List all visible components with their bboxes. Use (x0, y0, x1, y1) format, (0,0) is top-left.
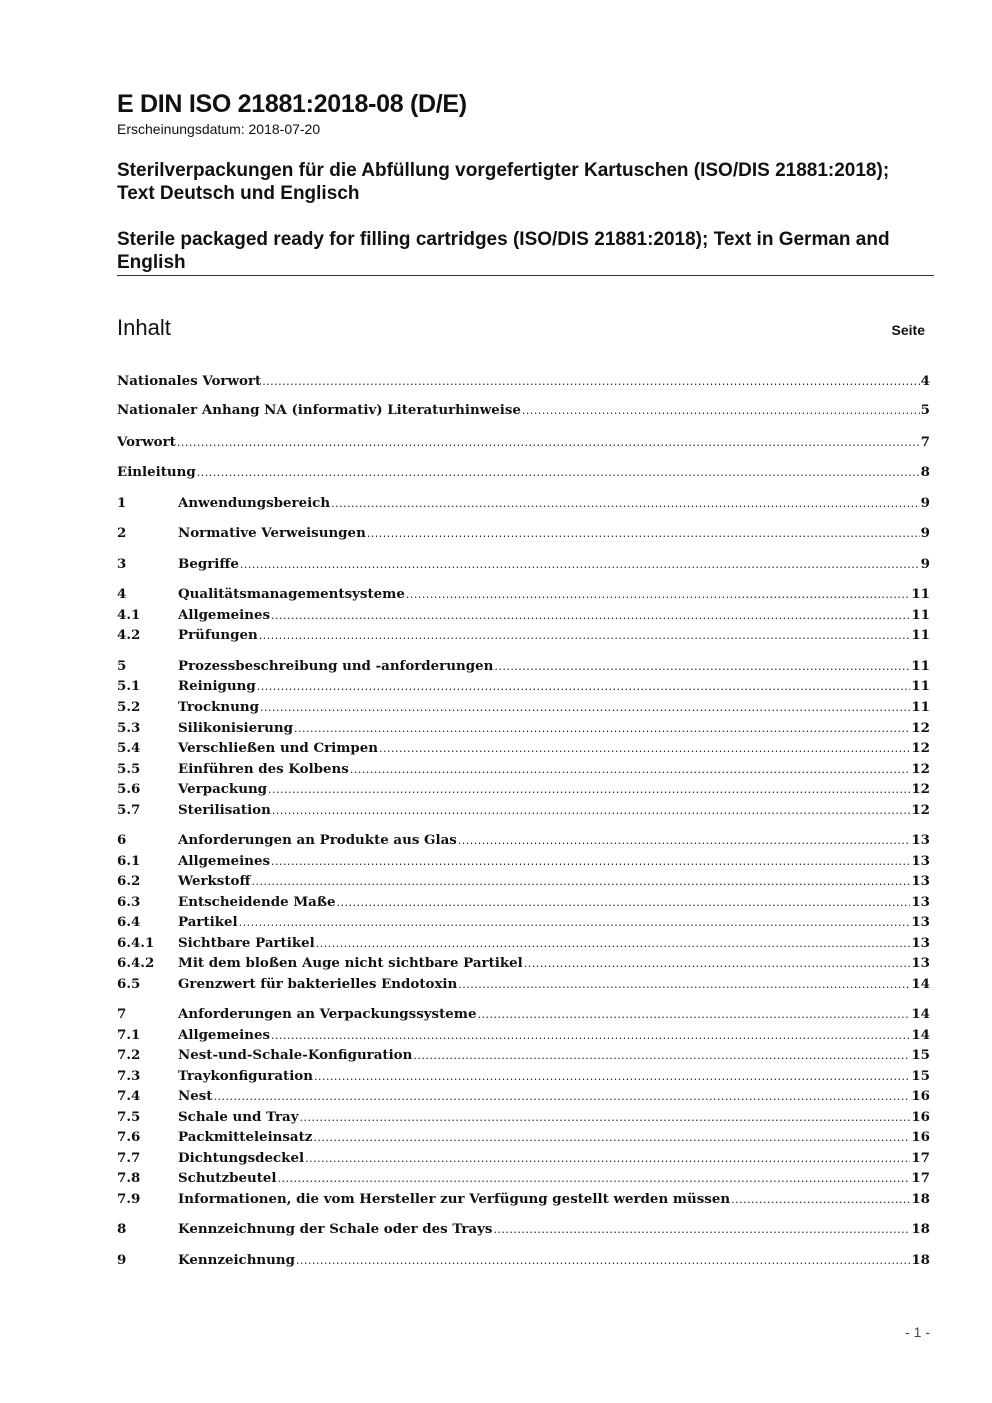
toc-entry-number: 7.4 (117, 1088, 141, 1104)
toc-entry-title: Traykonfiguration (178, 1068, 313, 1084)
toc-entry[interactable] (117, 871, 930, 891)
toc-entry-number: 4.2 (117, 627, 141, 643)
toc-dot-leader (262, 372, 919, 392)
toc-entry-number: 7.2 (117, 1047, 141, 1063)
toc-entry-number: 4 (117, 586, 127, 602)
title-english: Sterile packaged ready for filling cartridges (ISO/DIS 21881:2018); Text in German and English (117, 229, 890, 273)
toc-dot-leader (350, 760, 911, 780)
toc-entry-title: Schale und Tray (178, 1109, 299, 1125)
toc-entry-number: 5.2 (117, 699, 141, 715)
toc-entry-title: Einleitung (117, 464, 196, 480)
toc-entry-title: Verschließen und Crimpen (178, 740, 379, 756)
toc-entry-number: 5.6 (117, 781, 141, 797)
toc-entry-page: 7 (920, 434, 930, 450)
toc-entry-page: 11 (911, 627, 930, 643)
toc-entry-page: 12 (911, 781, 930, 797)
toc-entry-title: Partikel (178, 914, 238, 930)
toc-dot-leader (260, 698, 910, 718)
toc-entry-title: Packmitteleinsatz (178, 1129, 313, 1145)
toc-entry-number: 7.9 (117, 1191, 141, 1207)
toc-entry-number: 7.6 (117, 1129, 141, 1145)
toc-dot-leader (240, 555, 920, 575)
toc-entry-title: Allgemeines (178, 1027, 271, 1043)
toc-entry-title: Anforderungen an Produkte aus Glas (178, 832, 457, 848)
toc-entry-title: Entscheidende Maße (178, 894, 336, 910)
toc-entry-page: 8 (920, 464, 930, 480)
toc-entry-page: 5 (920, 402, 930, 418)
toc-entry-title: Allgemeines (178, 853, 271, 869)
document-title: E DIN ISO 21881:2018-08 (D/E) (117, 90, 467, 118)
toc-entry-title: Vorwort (117, 434, 176, 450)
toc-entry[interactable] (117, 1219, 930, 1239)
toc-dot-leader (239, 913, 911, 933)
toc-entry-page: 13 (911, 955, 930, 971)
toc-entry[interactable] (117, 1189, 930, 1209)
toc-entry-page: 15 (911, 1068, 930, 1084)
toc-dot-leader (259, 626, 911, 646)
toc-entry-page: 11 (911, 607, 930, 623)
toc-entry-title: Begriffe (178, 556, 239, 572)
toc-entry-number: 5 (117, 658, 127, 674)
toc-entry[interactable] (117, 656, 930, 676)
toc-entry-number: 7.8 (117, 1170, 141, 1186)
toc-entry[interactable] (117, 953, 930, 973)
toc-dot-leader (731, 1190, 910, 1210)
toc-entry-page: 11 (911, 658, 930, 674)
toc-dot-leader (251, 872, 910, 892)
toc-page-column-label: Seite (891, 322, 925, 338)
toc-dot-leader (271, 852, 910, 872)
toc-entry[interactable] (117, 1127, 930, 1147)
toc-dot-leader (494, 657, 910, 677)
toc-entry[interactable] (117, 625, 930, 645)
toc-dot-leader (197, 463, 920, 483)
toc-entry-page: 13 (911, 873, 930, 889)
toc-entry-number: 5.5 (117, 761, 141, 777)
toc-entry-title: Nest-und-Schale-Konfiguration (178, 1047, 413, 1063)
toc-entry-title: Silikonisierung (178, 720, 293, 736)
toc-heading: Inhalt (117, 315, 171, 340)
toc-dot-leader (316, 934, 911, 954)
toc-entry[interactable] (117, 523, 930, 543)
toc-dot-leader (522, 401, 920, 421)
toc-entry-title: Werkstoff (178, 873, 251, 889)
toc-entry-number: 6.4.2 (117, 955, 155, 971)
toc-entry-page: 12 (911, 740, 930, 756)
toc-dot-leader (271, 606, 910, 626)
toc-entry-title: Verpackung (178, 781, 268, 797)
toc-entry-title: Prüfungen (178, 627, 258, 643)
toc-dot-leader (257, 677, 911, 697)
toc-dot-leader (271, 1026, 910, 1046)
toc-entry[interactable] (117, 493, 930, 513)
toc-entry-number: 7.7 (117, 1150, 141, 1166)
toc-entry-number: 6.4 (117, 914, 141, 930)
toc-dot-leader (413, 1046, 910, 1066)
toc-entry-title: Mit dem bloßen Auge nicht sichtbare Partikel (178, 955, 523, 971)
toc-entry-title: Nationaler Anhang NA (informativ) Literaturhinweise (117, 402, 521, 418)
toc-entry-page: 18 (911, 1221, 930, 1237)
toc-entry-page: 17 (911, 1170, 930, 1186)
publication-date: Erscheinungsdatum: 2018-07-20 (117, 121, 321, 137)
toc-entry[interactable] (117, 759, 930, 779)
toc-entry-number: 5.4 (117, 740, 141, 756)
toc-dot-leader (313, 1128, 910, 1148)
toc-entry-title: Kennzeichnung (178, 1252, 296, 1268)
toc-entry-page: 16 (911, 1129, 930, 1145)
toc-entry-title: Prozessbeschreibung und -anforderungen (178, 658, 494, 674)
toc-entry-title: Dichtungsdeckel (178, 1150, 305, 1166)
toc-dot-leader (213, 1087, 910, 1107)
toc-entry-number: 6.4.1 (117, 935, 155, 951)
toc-entry[interactable] (117, 912, 930, 932)
toc-entry-number: 9 (117, 1252, 127, 1268)
toc-dot-leader (314, 1067, 910, 1087)
toc-entry-title: Sterilisation (178, 802, 271, 818)
toc-entry-page: 18 (911, 1191, 930, 1207)
toc-entry-number: 2 (117, 525, 127, 541)
toc-dot-leader (406, 585, 911, 605)
toc-entry[interactable] (117, 554, 930, 574)
toc-entry-title: Anforderungen an Verpackungssysteme (178, 1006, 477, 1022)
toc-dot-leader (296, 1251, 910, 1271)
toc-entry[interactable] (117, 1025, 930, 1045)
toc-entry-number: 6.2 (117, 873, 141, 889)
toc-entry-page: 12 (911, 720, 930, 736)
toc-entry-title: Trocknung (178, 699, 259, 715)
toc-entry-title: Allgemeines (178, 607, 271, 623)
toc-entry-page: 12 (911, 761, 930, 777)
toc-entry-page: 14 (911, 976, 930, 992)
toc-dot-leader (177, 433, 920, 453)
toc-entry[interactable] (117, 892, 930, 912)
title-divider (117, 275, 934, 276)
toc-entry-title: Grenzwert für bakterielles Endotoxin (178, 976, 458, 992)
toc-entry[interactable] (117, 830, 930, 850)
toc-entry-number: 4.1 (117, 607, 141, 623)
toc-entry[interactable] (117, 1004, 930, 1024)
toc-entry[interactable] (117, 371, 930, 391)
toc-entry-title: Reinigung (178, 678, 256, 694)
toc-entry-number: 7.3 (117, 1068, 141, 1084)
toc-dot-leader (477, 1005, 910, 1025)
toc-dot-leader (524, 954, 911, 974)
toc-dot-leader (272, 801, 911, 821)
toc-entry-page: 11 (911, 678, 930, 694)
toc-dot-leader (458, 975, 910, 995)
toc-dot-leader (300, 1108, 911, 1128)
toc-entry[interactable] (117, 800, 930, 820)
toc-entry-title: Qualitätsmanagementsysteme (178, 586, 405, 602)
toc-dot-leader (331, 494, 920, 514)
toc-entry-page: 9 (920, 495, 930, 511)
toc-entry[interactable] (117, 1168, 930, 1188)
toc-entry-page: 15 (911, 1047, 930, 1063)
toc-entry[interactable] (117, 697, 930, 717)
toc-entry-page: 13 (911, 853, 930, 869)
toc-entry-number: 6 (117, 832, 127, 848)
toc-entry-number: 7.1 (117, 1027, 141, 1043)
toc-entry-page: 12 (911, 802, 930, 818)
toc-entry-page: 14 (911, 1006, 930, 1022)
toc-entry-page: 13 (911, 935, 930, 951)
toc-dot-leader (493, 1220, 910, 1240)
toc-dot-leader (379, 739, 910, 759)
toc-dot-leader (305, 1149, 910, 1169)
toc-entry-number: 6.3 (117, 894, 141, 910)
toc-entry-page: 4 (920, 373, 930, 389)
toc-entry[interactable] (117, 738, 930, 758)
toc-entry[interactable] (117, 1250, 930, 1270)
toc-entry-title: Einführen des Kolbens (178, 761, 349, 777)
toc-entry[interactable] (117, 1086, 930, 1106)
toc-entry-title: Anwendungsbereich (178, 495, 331, 511)
toc-entry[interactable] (117, 933, 930, 953)
toc-entry-title: Nationales Vorwort (117, 373, 262, 389)
toc-entry[interactable] (117, 1045, 930, 1065)
toc-entry-title: Sichtbare Partikel (178, 935, 315, 951)
toc-entry-number: 7 (117, 1006, 127, 1022)
toc-entry-title: Kennzeichnung der Schale oder des Trays (178, 1221, 493, 1237)
toc-entry-number: 6.1 (117, 853, 141, 869)
toc-entry-number: 5.7 (117, 802, 141, 818)
toc-entry-page: 18 (911, 1252, 930, 1268)
title-german: Sterilverpackungen für die Abfüllung vorgefertigter Kartuschen (ISO/DIS 21881:2018); Text Deutsch und Englisch (117, 160, 890, 204)
toc-entry-page: 16 (911, 1109, 930, 1125)
toc-dot-leader (278, 1169, 911, 1189)
toc-dot-leader (337, 893, 911, 913)
toc-entry[interactable] (117, 1107, 930, 1127)
toc-entry-page: 11 (911, 586, 930, 602)
toc-entry[interactable] (117, 1148, 930, 1168)
toc-entry-number: 5.3 (117, 720, 141, 736)
toc-dot-leader (367, 524, 920, 544)
toc-entry-number: 5.1 (117, 678, 141, 694)
toc-entry[interactable] (117, 584, 930, 604)
toc-dot-leader (458, 831, 911, 851)
toc-entry-title: Schutzbeutel (178, 1170, 277, 1186)
toc-entry-number: 6.5 (117, 976, 141, 992)
toc-entry-page: 9 (920, 525, 930, 541)
toc-entry[interactable] (117, 676, 930, 696)
toc-entry-number: 8 (117, 1221, 127, 1237)
toc-entry-page: 9 (920, 556, 930, 572)
toc-entry-page: 13 (911, 914, 930, 930)
page-number: - 1 - (905, 1324, 930, 1340)
toc-entry-page: 17 (911, 1150, 930, 1166)
toc-entry-number: 1 (117, 495, 127, 511)
toc-entry-page: 14 (911, 1027, 930, 1043)
toc-entry[interactable] (117, 462, 930, 482)
toc-entry-page: 11 (911, 699, 930, 715)
toc-dot-leader (294, 719, 910, 739)
toc-entry[interactable] (117, 718, 930, 738)
toc-entry-page: 13 (911, 894, 930, 910)
toc-entry-title: Informationen, die vom Hersteller zur Verfügung gestellt werden müssen (178, 1191, 731, 1207)
toc-entry[interactable] (117, 974, 930, 994)
toc-entry-title: Nest (178, 1088, 213, 1104)
toc-entry-page: 16 (911, 1088, 930, 1104)
toc-entry[interactable] (117, 400, 930, 420)
toc-dot-leader (268, 780, 910, 800)
toc-entry-number: 3 (117, 556, 127, 572)
toc-entry-title: Normative Verweisungen (178, 525, 366, 541)
toc-entry[interactable] (117, 779, 930, 799)
toc-entry[interactable] (117, 432, 930, 452)
toc-entry[interactable] (117, 605, 930, 625)
toc-entry[interactable] (117, 851, 930, 871)
toc-entry-page: 13 (911, 832, 930, 848)
toc-entry[interactable] (117, 1066, 930, 1086)
toc-entry-number: 7.5 (117, 1109, 141, 1125)
